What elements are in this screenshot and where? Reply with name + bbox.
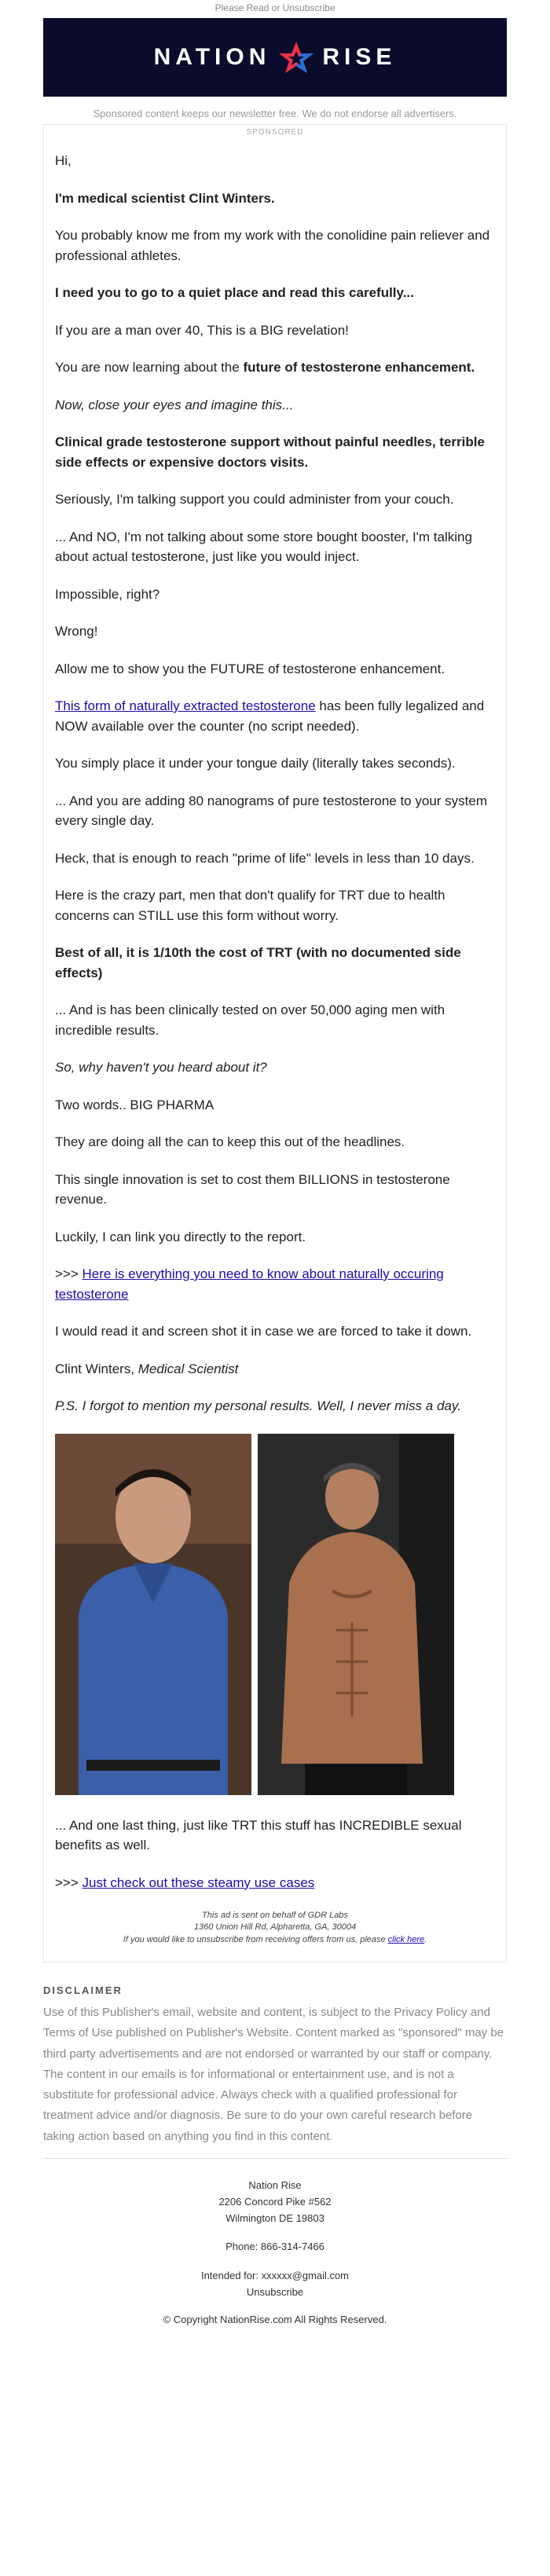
unsubscribe-text: If you would like to unsubscribe from receiving offers from us, please [123, 1934, 388, 1944]
read-unsubscribe-link[interactable]: Please Read or Unsubscribe [214, 2, 336, 13]
advertiser-info [55, 1910, 495, 1946]
advertiser-line: This ad is sent on behalf of GDR Labs [202, 1911, 348, 1920]
paragraph: Luckily, I can link you directly to the report. [55, 1229, 306, 1244]
email-content [43, 124, 507, 1962]
top-note [0, 0, 550, 18]
paragraph: ... And one last thing, just like TRT this stuff has INCREDIBLE sexual benefits as well. [55, 1817, 462, 1852]
advertiser-address: 1360 Union Hill Rd, Alpharetta, GA, 30004 [193, 1922, 357, 1933]
brand-left-text: NATION [153, 44, 271, 70]
paragraph: Wrong! [55, 624, 98, 639]
copyright: © Copyright NationRise.com All Rights Reserved. [163, 2313, 387, 2325]
paragraph [55, 1264, 495, 1304]
unsubscribe-period: . [424, 1934, 427, 1944]
paragraph: Impossible, right? [55, 586, 160, 602]
paragraph: ... And is has been clinically tested on over 50,000 aging men with incredible results. [55, 1002, 446, 1038]
greeting: Hi, [55, 153, 72, 168]
paragraph: Seriously, I'm talking support you could administer from your couch. [55, 492, 454, 507]
paragraph: Clinical grade testosterone support without painful needles, terrible side effects or expensive doctors visits. [55, 434, 485, 470]
paragraph: They are doing all the can to keep this out of the headlines. [55, 1134, 405, 1149]
sponsor-notice: Sponsored content keeps our newsletter free. We do not endorse all advertisers. [93, 108, 457, 119]
intro-heading: I'm medical scientist Clint Winters. [55, 190, 275, 206]
after-photo [258, 1434, 454, 1795]
star-logo-icon [278, 40, 314, 75]
header-banner [43, 18, 507, 97]
paragraph: ... And you are adding 80 nanograms of pure testosterone to your system every single day. [55, 793, 487, 828]
paragraph-text: has been fully legalized and NOW available over the counter (no script needed). [55, 698, 485, 734]
paragraph-bold-text: future of testosterone enhancement. [243, 360, 475, 375]
divider [43, 2158, 507, 2159]
paragraph-text: You are now learning about the [55, 360, 244, 375]
testosterone-link[interactable]: This form of naturally extracted testosterone [55, 698, 316, 713]
after-person-illustration [258, 1434, 454, 1795]
paragraph: ... And NO, I'm not talking about some store bought booster, I'm talking about actual testosterone, just like you would inject. [55, 529, 472, 564]
brand-logo [154, 40, 397, 75]
paragraph: I need you to go to a quiet place and read this carefully... [55, 285, 414, 300]
paragraph: If you are a man over 40, This is a BIG revelation! [55, 322, 349, 338]
paragraph: Here is the crazy part, men that don't qualify for TRT due to health concerns can STILL use this form without worry. [55, 888, 446, 923]
footer-company: Nation Rise [248, 2178, 302, 2191]
brand-right-text: RISE [322, 44, 397, 70]
paragraph: Best of all, it is 1/10th the cost of TRT (with no documented side effects) [55, 945, 461, 980]
disclaimer-text: Use of this Publisher's email, website and content, is subject to the Privacy Policy and Terms of Use published on Publisher's Website. Content marked as "sponsored" may be third party advertisements and are not endorsed or warranted by our staff or company. The content in our emails is for informational or entertainment use, and is not a substitute for professional advice. Always check with a qualified professional for treatment advice and/or diagnosis. Be sure to do your own careful research before taking action based on anything you find in this content. [43, 2006, 504, 2143]
advertiser-unsubscribe-link[interactable]: click here [387, 1934, 425, 1944]
footer-street: 2206 Concord Pike #562 [218, 2195, 332, 2208]
paragraph: You probably know me from my work with the conolidine pain reliever and professional athletes. [55, 228, 490, 263]
disclaimer-section [43, 1984, 507, 2147]
signature-title: Medical Scientist [138, 1361, 239, 1376]
paragraph: Allow me to show you the FUTURE of testosterone enhancement. [55, 661, 446, 676]
use-cases-link[interactable]: Just check out these steamy use cases [82, 1874, 315, 1890]
disclaimer-title: DISCLAIMER [43, 1984, 123, 1997]
paragraph: Two words.. BIG PHARMA [55, 1097, 214, 1112]
paragraph: Now, close your eyes and imagine this... [55, 397, 294, 412]
paragraph: Heck, that is enough to reach "prime of life" levels in less than 10 days. [55, 850, 475, 866]
arrow-prefix: >>> [55, 1874, 82, 1890]
paragraph: I would read it and screen shot it in case we are forced to take it down. [55, 1324, 472, 1339]
paragraph: This single innovation is set to cost them BILLIONS in testosterone revenue. [55, 1171, 450, 1207]
postscript: P.S. I forgot to mention my personal results. Well, I never miss a day. [55, 1398, 461, 1413]
footer-address [0, 2178, 550, 2301]
footer-unsubscribe[interactable]: Unsubscribe [246, 2285, 304, 2298]
advertiser-unsubscribe-line [55, 1934, 495, 1946]
paragraph [55, 696, 495, 736]
footer-phone: Phone: 866-314-7466 [226, 2241, 324, 2253]
footer-intended: Intended for: xxxxxx@gmail.com [200, 2270, 350, 2282]
before-photo [55, 1434, 251, 1795]
before-person-illustration [55, 1434, 251, 1795]
paragraph: So, why haven't you heard about it? [55, 1060, 267, 1075]
before-after-photos [55, 1434, 495, 1795]
report-link[interactable]: Here is everything you need to know about naturally occuring testosterone [55, 1266, 444, 1302]
paragraph: You simply place it under your tongue daily (literally takes seconds). [55, 756, 456, 771]
arrow-prefix: >>> [55, 1266, 82, 1281]
paragraph [55, 357, 495, 378]
signature [55, 1359, 495, 1380]
footer-city: Wilmington DE 19803 [226, 2211, 324, 2224]
sponsored-tag: SPONSORED [246, 128, 304, 137]
paragraph [55, 1873, 495, 1893]
signature-name: Clint Winters, [55, 1361, 138, 1376]
